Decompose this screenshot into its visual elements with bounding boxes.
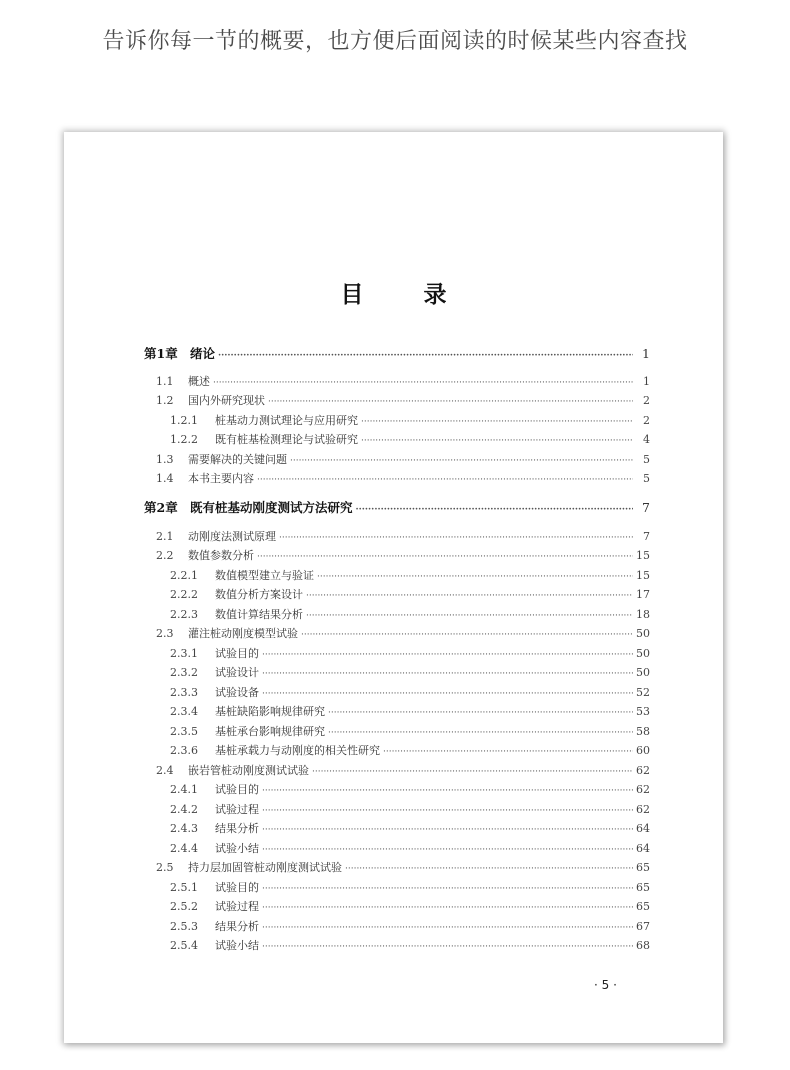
toc-entry-page: 50 (636, 647, 650, 660)
toc-entry-page: 1 (643, 375, 650, 388)
toc-entry-page: 62 (636, 803, 650, 816)
dot-leader (301, 626, 633, 644)
toc-entry-page: 7 (643, 530, 650, 543)
toc-entry-label: 试验小结 (215, 939, 259, 952)
toc-entry-number: 2.4.2 (170, 803, 198, 816)
dot-leader (290, 452, 633, 470)
toc-title-right: 录 (423, 281, 447, 308)
toc-entry-1-2-2[interactable] (170, 431, 650, 449)
toc-entry-number: 2.2.2 (170, 588, 198, 601)
toc-entry-label: 试验小结 (215, 842, 259, 855)
toc-entry-page: 7 (642, 500, 650, 515)
dot-leader (262, 899, 633, 917)
toc-entry-page: 62 (636, 764, 650, 777)
dot-leader (356, 501, 633, 519)
toc-entry-number: 2.4.1 (170, 783, 198, 796)
toc-entry-label: 需要解决的关键问题 (188, 453, 287, 466)
toc-entry-1-2[interactable] (156, 392, 650, 410)
toc-entry-2-2-1[interactable] (170, 567, 650, 585)
toc-entry-page: 64 (636, 822, 650, 835)
toc-entry-label: 数值计算结果分析 (215, 608, 303, 621)
toc-entry-label: 试验目的 (215, 783, 259, 796)
toc-entry-page: 53 (636, 705, 650, 718)
toc-entry-page: 64 (636, 842, 650, 855)
toc-entry-1-1[interactable] (156, 373, 650, 391)
toc-entry-2-1[interactable] (156, 528, 650, 546)
toc-entry-page: 68 (636, 939, 650, 952)
toc-entry-2-5-3[interactable] (170, 918, 650, 936)
toc-entry-chapter-1[interactable] (144, 345, 650, 363)
toc-entry-number: 2.5.3 (170, 920, 198, 933)
toc-entry-number: 第1章 (144, 346, 178, 361)
toc-entry-label: 绪论 (190, 346, 216, 361)
toc-entry-chapter-2[interactable] (144, 499, 650, 517)
toc-entry-page: 65 (636, 861, 650, 874)
toc-entry-label: 桩基动力测试理论与应用研究 (215, 414, 358, 427)
toc-entry-label: 本书主要内容 (188, 472, 254, 485)
toc-entry-number: 2.3.6 (170, 744, 198, 757)
toc-entry-label: 嵌岩管桩动刚度测试试验 (188, 764, 309, 777)
toc-entry-page: 5 (643, 453, 650, 466)
toc-entry-1-3[interactable] (156, 451, 650, 469)
toc-entry-page: 2 (643, 394, 650, 407)
toc-entry-page: 2 (643, 414, 650, 427)
toc-entry-number: 第2章 (144, 500, 178, 515)
toc-entry-number: 1.2 (156, 394, 174, 407)
toc-entry-number: 2.5.1 (170, 881, 198, 894)
toc-entry-2-3-5[interactable] (170, 723, 650, 741)
toc-entry-2-3[interactable] (156, 625, 650, 643)
toc-entry-page: 50 (636, 627, 650, 640)
toc-entry-label: 试验目的 (215, 881, 259, 894)
toc-entry-number: 1.2.2 (170, 433, 198, 446)
toc-entry-number: 2.4 (156, 764, 174, 777)
toc-entry-number: 2.3.3 (170, 686, 198, 699)
promo-banner-text: 告诉你每一节的概要，也方便后面阅读的时候某些内容查找 (102, 29, 688, 54)
dot-leader (383, 743, 633, 761)
toc-entry-page: 18 (636, 608, 650, 621)
toc-entry-label: 国内外研究现状 (188, 394, 265, 407)
toc-entry-number: 1.2.1 (170, 414, 198, 427)
dot-leader (262, 880, 633, 898)
toc-entry-number: 2.5.2 (170, 900, 198, 913)
dot-leader (262, 919, 633, 937)
toc-entry-2-2[interactable] (156, 547, 650, 565)
dot-leader (218, 347, 633, 365)
toc-title-left: 目 (340, 281, 364, 308)
dot-leader (257, 471, 633, 489)
toc-entry-page: 1 (642, 346, 650, 361)
toc-entry-page: 58 (636, 725, 650, 738)
toc-entry-number: 1.4 (156, 472, 174, 485)
dot-leader (262, 802, 633, 820)
dot-leader (262, 665, 633, 683)
dot-leader (262, 821, 633, 839)
toc-entry-page: 65 (636, 881, 650, 894)
toc-entry-label: 基桩缺陷影响规律研究 (215, 705, 325, 718)
toc-entry-2-5-4[interactable] (170, 937, 650, 955)
toc-entry-number: 2.3.1 (170, 647, 198, 660)
toc-entry-label: 试验过程 (215, 900, 259, 913)
toc-entry-2-4-3[interactable] (170, 820, 650, 838)
toc-entry-number: 2.2.3 (170, 608, 198, 621)
toc-entry-label: 数值分析方案设计 (215, 588, 303, 601)
toc-entry-number: 2.2 (156, 549, 174, 562)
toc-entry-page: 17 (636, 588, 650, 601)
dot-leader (279, 529, 633, 547)
toc-entry-page: 5 (643, 472, 650, 485)
toc-entry-2-4[interactable] (156, 762, 650, 780)
toc-entry-number: 2.4.4 (170, 842, 198, 855)
dot-leader (262, 646, 633, 664)
toc-entry-label: 结果分析 (215, 822, 259, 835)
dot-leader (262, 782, 633, 800)
dot-leader (317, 568, 633, 586)
toc-entry-label: 持力层加固管桩动刚度测试试验 (188, 861, 342, 874)
toc-entry-2-4-2[interactable] (170, 801, 650, 819)
dot-leader (328, 704, 633, 722)
toc-entry-label: 数值模型建立与验证 (215, 569, 314, 582)
toc-entry-2-2-3[interactable] (170, 606, 650, 624)
book-page (64, 132, 723, 1043)
dot-leader (306, 587, 633, 605)
toc-entry-number: 2.3 (156, 627, 174, 640)
toc-entry-2-5-2[interactable] (170, 898, 650, 916)
toc-entry-page: 15 (636, 549, 650, 562)
dot-leader (257, 548, 633, 566)
toc-entry-label: 灌注桩动刚度模型试验 (188, 627, 298, 640)
toc-entry-label: 结果分析 (215, 920, 259, 933)
toc-entry-number: 2.2.1 (170, 569, 198, 582)
toc-entry-number: 1.1 (156, 375, 174, 388)
toc-entry-label: 基桩承台影响规律研究 (215, 725, 325, 738)
toc-entry-number: 2.3.2 (170, 666, 198, 679)
toc-entry-number: 1.3 (156, 453, 174, 466)
toc-entry-label: 基桩承载力与动刚度的相关性研究 (215, 744, 380, 757)
toc-entry-number: 2.1 (156, 530, 174, 543)
toc-entry-number: 2.5 (156, 861, 174, 874)
dot-leader (328, 724, 633, 742)
toc-entry-2-5-1[interactable] (170, 879, 650, 897)
toc-entry-1-4[interactable] (156, 470, 650, 488)
toc-entry-label: 试验目的 (215, 647, 259, 660)
dot-leader (345, 860, 633, 878)
toc-entry-2-3-6[interactable] (170, 742, 650, 760)
toc-title (64, 280, 723, 310)
toc-entry-number: 2.5.4 (170, 939, 198, 952)
toc-entry-2-3-1[interactable] (170, 645, 650, 663)
toc-entry-2-4-4[interactable] (170, 840, 650, 858)
toc-entry-2-3-2[interactable] (170, 664, 650, 682)
dot-leader (268, 393, 633, 411)
toc-entry-label: 试验设计 (215, 666, 259, 679)
toc-entry-number: 2.3.5 (170, 725, 198, 738)
toc-entry-2-4-1[interactable] (170, 781, 650, 799)
toc-entry-page: 50 (636, 666, 650, 679)
toc-entry-page: 62 (636, 783, 650, 796)
toc-entry-page: 67 (636, 920, 650, 933)
toc-entry-page: 4 (643, 433, 650, 446)
toc-entry-page: 65 (636, 900, 650, 913)
toc-entry-label: 既有桩基动刚度测试方法研究 (190, 500, 353, 515)
toc-entry-2-2-2[interactable] (170, 586, 650, 604)
dot-leader (312, 763, 633, 781)
toc-entry-2-3-4[interactable] (170, 703, 650, 721)
dot-leader (262, 938, 633, 956)
dot-leader (262, 841, 633, 859)
toc-entry-label: 试验过程 (215, 803, 259, 816)
toc-entry-number: 2.3.4 (170, 705, 198, 718)
dot-leader (213, 374, 633, 392)
toc-entry-page: 52 (636, 686, 650, 699)
toc-entry-label: 概述 (188, 375, 210, 388)
dot-leader (262, 685, 633, 703)
dot-leader (361, 432, 633, 450)
toc-entry-label: 数值参数分析 (188, 549, 254, 562)
toc-entry-page: 60 (636, 744, 650, 757)
toc-entry-label: 试验设备 (215, 686, 259, 699)
toc-entry-label: 动刚度法测试原理 (188, 530, 276, 543)
toc-entry-2-5[interactable] (156, 859, 650, 877)
dot-leader (306, 607, 633, 625)
toc-entry-number: 2.4.3 (170, 822, 198, 835)
toc-entry-page: 15 (636, 569, 650, 582)
dot-leader (361, 413, 633, 431)
toc-entry-2-3-3[interactable] (170, 684, 650, 702)
page-number-folio: · 5 · (594, 978, 617, 992)
toc-entry-1-2-1[interactable] (170, 412, 650, 430)
toc-entry-label: 既有桩基检测理论与试验研究 (215, 433, 358, 446)
